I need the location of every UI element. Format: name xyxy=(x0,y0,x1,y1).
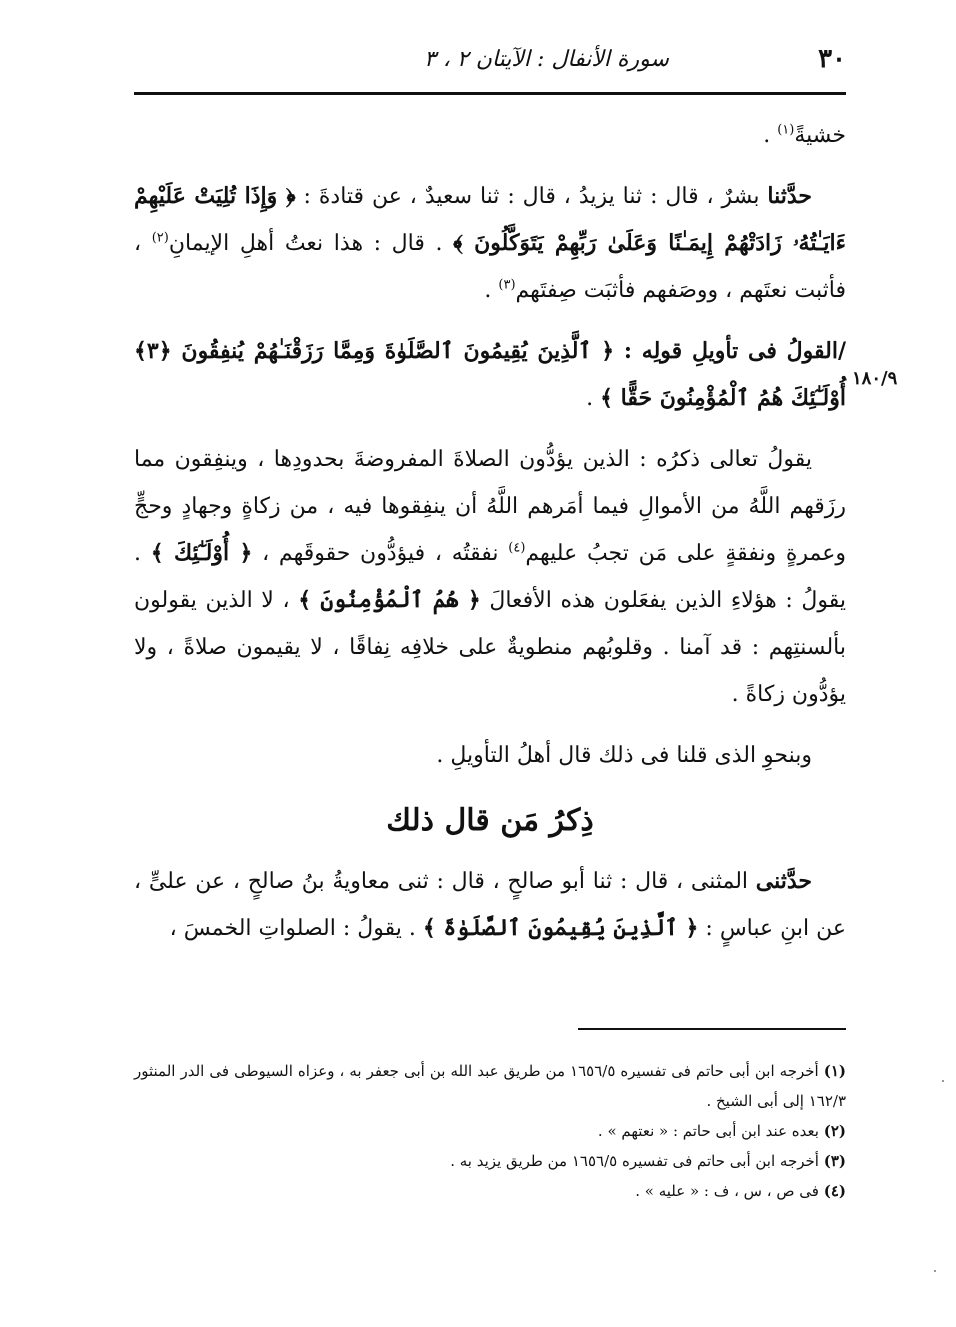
p2-text-3: ، فأثبت نعتَهم ، ووصَفهم فأثبَت صِفتَهم xyxy=(134,231,846,303)
scan-specks xyxy=(930,1060,950,1320)
paragraph-6 xyxy=(134,858,846,952)
footnote-ref-2: (٢) xyxy=(151,230,169,246)
p1-end: . xyxy=(763,123,778,148)
p2-text-4: . xyxy=(484,278,499,303)
paragraph-1 xyxy=(134,112,846,159)
running-title: سورة الأنفال : الآيتان ٢ ، ٣ xyxy=(424,46,669,72)
paragraph-2 xyxy=(134,173,846,314)
quran-phrase-ulaika: ﴿ أُوْلَـٰٓئِكَ ﴾ xyxy=(150,540,253,566)
margin-reference: ١٨٠/٩ xyxy=(852,368,898,389)
p6-text-1: المثنى ، قال : ثنا أبو صالحٍ ، قال : ثنى معاويةُ بنُ صالحٍ ، عن علىٍّ ، عن ابنِ عباسٍ : xyxy=(134,869,846,941)
scan-speck xyxy=(942,1080,944,1082)
quran-phrase-mumineen: ﴿ هُمُ ٱلْمُؤْمِنُونَ ﴾ xyxy=(298,587,481,613)
footnotes xyxy=(134,1056,846,1206)
footnote-4 xyxy=(134,1176,846,1206)
footnote-2-text: بعده عند ابن أبى حاتم : « نعتهم » . xyxy=(597,1122,824,1140)
footnote-ref-4: (٤) xyxy=(508,540,526,556)
paragraph-5: وبنحوِ الذى قلنا فى ذلك قال أهلُ التأويلِ . xyxy=(436,743,812,768)
p4-text-4: ، لا الذين يقولون بألسنتِهم : قد آمنا . وقلوبُهم منطويةٌ على خلافِه نِفاقًا ، لا يقيمون صلاةً ، ولا يؤدُّون زكاةً . xyxy=(134,588,846,707)
p3-end: . xyxy=(586,386,601,411)
footnote-2 xyxy=(134,1116,846,1146)
footnote-1-text: أخرجه ابن أبى حاتم فى تفسيره ١٦٥٦/٥ من طريق عبد الله بن أبى جعفر به ، وعزاه السيوطى فى الدر المنثور ١٦٢/٣ إلى أبى الشيخ . xyxy=(134,1062,846,1110)
p1-text: خشيةً xyxy=(794,123,846,148)
scan-speck xyxy=(934,1270,936,1272)
footnote-4-number: (٤) xyxy=(823,1182,846,1200)
footnote-3-number: (٣) xyxy=(823,1152,846,1170)
section-heading: ذِكرُ مَن قال ذلك xyxy=(386,803,594,838)
p6-text-2: . يقولُ : الصلواتِ الخمسَ ، xyxy=(169,916,423,941)
p3-lead: /القولُ فى تأويلِ قولِه : xyxy=(614,338,847,364)
p2-text-2: . قال : هذا نعتُ أهلِ الإيمانِ xyxy=(168,231,454,256)
p2-text-1: بشرٌ ، قال : ثنا يزيدُ ، قال : ثنا سعيدٌ ، عن قتادةَ : xyxy=(295,184,768,209)
footnote-2-number: (٢) xyxy=(823,1122,846,1140)
p2-lead: حدَّثنا xyxy=(767,183,812,209)
paragraph-3 xyxy=(134,328,846,422)
p4-text-2: نفقتُه ، فيؤدُّون حقوقَهم ، xyxy=(252,541,509,566)
page-number: ٣٠ xyxy=(818,44,846,74)
p6-lead: حدَّثنى xyxy=(755,868,812,894)
footnote-3 xyxy=(134,1146,846,1176)
footnote-rule xyxy=(578,1028,846,1030)
quran-verse-6: ﴿ ٱلَّذِينَ يُقِيمُونَ ٱلصَّلَوٰةَ ﴾ xyxy=(422,915,699,941)
quran-verse-2: ﴿ وَإِذَا تُلِيَتْ عَلَيْهِمْ ءَايَـٰتُهُۥ زَادَتْهُمْ إِيمَـٰنًا وَعَلَىٰ رَبِّهِمْ يَتَوَكَّلُونَ ﴾ xyxy=(134,183,846,256)
paragraph-4 xyxy=(134,436,846,718)
p4-text-3: . يقولُ : هؤلاءِ الذين يفعَلون هذه الأفعالَ xyxy=(134,541,846,613)
footnote-ref-3: (٣) xyxy=(498,277,516,293)
page-header xyxy=(134,36,846,82)
header-rule xyxy=(134,92,846,95)
footnote-3-text: أخرجه ابن أبى حاتم فى تفسيره ١٦٥٦/٥ من طريق يزيد به . xyxy=(450,1152,824,1170)
footnote-1-number: (١) xyxy=(823,1062,846,1080)
footnote-4-text: فى ص ، س ، ف : « عليه » . xyxy=(635,1182,824,1200)
quran-verse-3: ﴿ ٱلَّذِينَ يُقِيمُونَ ٱلصَّلَوٰةَ وَمِمَّا رَزَقْنَـٰهُمْ يُنفِقُونَ ﴿٣﴾ أُوْلَـٰٓئِكَ هُمُ ٱلْمُؤْمِنُونَ حَقًّا ﴾ xyxy=(134,338,846,411)
footnote-1 xyxy=(134,1056,846,1116)
footnote-ref-1: (١) xyxy=(777,122,795,138)
p4-text-1: يقولُ تعالى ذكرُه : الذين يؤدُّون الصلاةَ المفروضةَ بحدودِها ، وينفِقون مما رزَقهم اللَّهُ من الأموالِ فيما أمَرهم اللَّهُ أن ينفِقوها فيه ، من زكاةٍ وجهادٍ وحجٍّ وعمرةٍ ونفقةٍ على مَن تجبُ عليهم xyxy=(134,447,846,566)
body-text xyxy=(134,112,846,966)
